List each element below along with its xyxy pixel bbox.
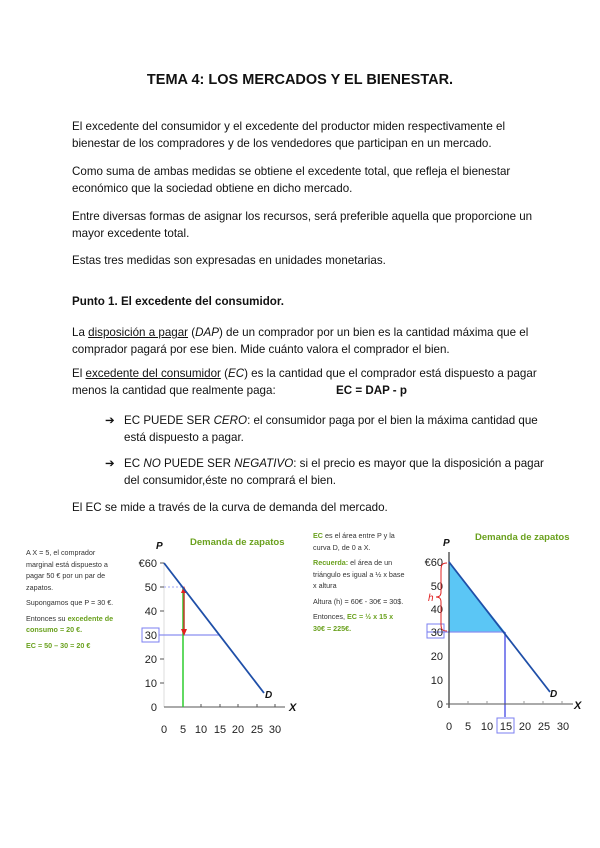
chart1-ylabel: P [156,541,163,552]
bullet-emph: NO [143,457,161,470]
chart1-ytick-50: 50 [144,582,157,594]
arrow-icon: ➔ [105,457,115,470]
ec-prefix: El [72,367,86,380]
left-note-p3-green: excedente de consumo = 20 €. [26,613,114,634]
bullet-lead: EC PUEDE SER [124,414,214,427]
chart-demand-marginal-buyer [130,525,310,740]
chart2-xtick-20: 20 [518,721,532,733]
intro-paragraph-1: El excedente del consumidor y el excedente del productor miden respectivamente el bienestar de los compradores y de los vendedores que participan en un mercado. [72,120,506,150]
bullet-rest: : el consumidor paga por el bien la máxima cantidad que está dispuesto a pagar. [124,414,538,444]
ec-abbr: EC [227,367,245,380]
chart1-xtick-15: 15 [213,724,227,736]
chart2-height-brace [436,563,447,631]
chart1-xtick-0: 0 [160,724,168,736]
middle-note-p1: es el área entre P y la curva D, de 0 a X. [313,531,395,552]
chart2-ytick-20: 20 [430,651,443,663]
middle-note-recuerda: Recuerda: [313,558,349,567]
chart1-xtick-30: 30 [268,724,282,736]
left-note [26,547,122,655]
dap-paren: ( [188,326,196,339]
chart2-xtick-25: 25 [537,721,551,733]
chart2-height-label: h [428,593,434,604]
chart1-ytick-0: 0 [150,702,157,714]
chart-demand-consumer-surplus [410,520,595,740]
middle-note-ec-result: EC = ½ x 15 x 30€ = 225€. [313,612,394,633]
left-note-p2: Supongamos que P = 30 €. [26,598,114,607]
chart2-xtick-15: 15 [499,721,513,733]
chart1-title: Demanda de zapatos [190,537,285,548]
chart1-xtick-20: 20 [231,724,245,736]
ec-rest-1: ) es la cantidad que el comprador está dispuesto a pagar [244,367,537,380]
chart2-title: Demanda de zapatos [475,532,570,543]
dap-rest: ) de un comprador por un bien es la cantidad máxima que el comprador pagará por ese bien. Mide cuánto valora el comprador el bien. [72,326,529,356]
left-note-p3-plain: Entonces su [26,613,68,623]
bullet-emph-2: NEGATIVO [234,457,294,470]
dap-abbr: DAP [195,326,219,339]
chart1-ytick-20: 20 [144,654,157,666]
bullet-ec-no-negativo [105,456,545,489]
chart1-xtick-10: 10 [194,724,208,736]
bullet-lead: EC [124,457,144,470]
intro-paragraph-3: Entre diversas formas de asignar los recursos, será preferible aquella que proporcione un mayor excedente total. [72,210,533,240]
left-note-p1: A X = 5, el comprador marginal está dispuesto a pagar 50 € por un par de zapatos. [26,548,108,592]
ec-paren: ( [220,367,228,380]
closing-line: El EC se mide a través de la curva de demanda del mercado. [72,501,388,514]
chart2-ytick-0: 0 [436,699,443,711]
chart1-ytick-30: 30 [144,630,157,642]
bullet-mid: PUEDE SER [160,457,235,470]
chart1-ytick-10: 10 [144,678,157,690]
chart1-ytick-40: 40 [144,606,157,618]
chart2-xtick-0: 0 [445,721,453,733]
chart2-xlabel: X [574,700,582,712]
chart1-xtick-25: 25 [250,724,264,736]
left-note-ec-formula: EC = 50 – 30 = 20 € [26,640,91,650]
chart2-ytick-10: 10 [430,675,443,687]
chart1-curve-label: D [265,690,273,701]
ec-paragraph [72,366,542,399]
ec-term: excedente del consumidor [85,367,221,380]
chart2-ytick-50: 50 [430,581,443,593]
intro-paragraph-4: Estas tres medidas son expresadas en unidades monetarias. [72,254,386,267]
middle-note-p4-plain: Entonces, [313,612,347,621]
dap-paragraph [72,325,542,358]
chart2-ytick-40: 40 [430,604,443,616]
chart2-xtick-5: 5 [464,721,472,733]
chart2-ytick-60: €60 [424,557,443,569]
intro-paragraph-2: Como suma de ambas medidas se obtiene el excedente total, que refleja el bienestar económico que la sociedad obtiene en dicho mercado. [72,165,511,195]
page-title: TEMA 4: LOS MERCADOS Y EL BIENESTAR. [146,72,454,88]
arrow-icon: ➔ [105,414,115,427]
chart2-xtick-10: 10 [480,721,494,733]
middle-note-p2: el área de un triángulo es igual a ½ x base x altura [313,558,405,590]
dap-prefix: La [72,326,89,339]
chart2-ylabel: P [443,538,450,549]
middle-note-ec: EC [313,531,323,540]
chart1-xtick-5: 5 [179,724,187,736]
middle-note-p3: Altura (h) = 60€ - 30€ = 30$. [313,596,404,606]
bullet-emph: CERO [213,414,248,427]
chart1-demand-curve [164,563,264,693]
chart2-ytick-30: 30 [430,627,443,639]
bullet-rest: : si el precio es mayor que la disposición a pagar del consumidor,éste no comprará el bien. [124,457,544,487]
ec-rest-2: menos la cantidad que realmente paga: [72,383,276,397]
middle-note [313,530,406,638]
chart1-xlabel: X [289,702,297,714]
chart2-curve-label: D [550,689,558,700]
ec-formula: EC = DAP - p [336,383,407,397]
chart2-xtick-30: 30 [556,721,570,733]
section-heading: Punto 1. El excedente del consumidor. [72,295,284,308]
bullet-ec-cero [105,413,545,446]
dap-term: disposición a pagar [88,326,189,339]
chart1-ytick-60: €60 [138,558,157,570]
